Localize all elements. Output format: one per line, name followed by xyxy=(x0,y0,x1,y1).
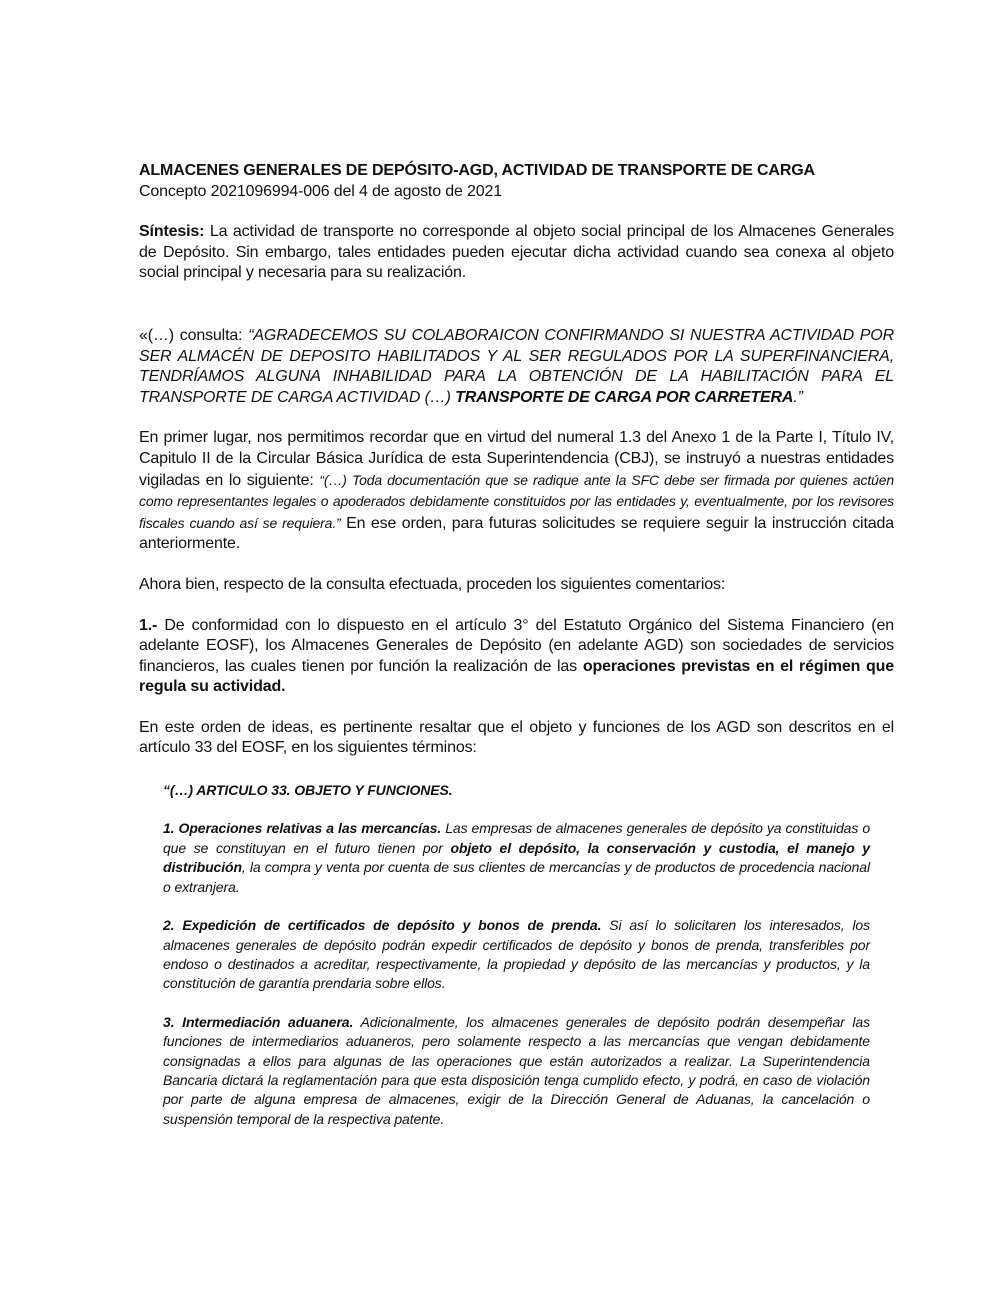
article-item-2-label: 2. Expedición de certificados de depósito y bonos de prenda. xyxy=(163,917,602,934)
article-item-3-label: 3. Intermediación aduanera. xyxy=(163,1013,354,1030)
sintesis-label: Síntesis: xyxy=(139,223,205,241)
document-title: ALMACENES GENERALES DE DEPÓSITO-AGD, ACTIVIDAD DE TRANSPORTE DE CARGA xyxy=(139,162,815,179)
article-item-2: 2. Expedición de certificados de depósito y bonos de prenda. Si así lo solicitaren los interesados, los almacenes generales de depósito podrán expedir certificados de depósito y bonos de prenda, transferibles por endoso o destinados a acreditar, respectivamente, la propiedad y depósito de las mercancías y productos, y la constitución de garantía prendaria sobre ellos. xyxy=(163,917,870,992)
consulta-quote-end: .” xyxy=(793,388,803,406)
article-item-1-bold: objeto el depósito, la conservación y custodia, el manejo y distribución xyxy=(163,839,870,876)
orden-ideas-paragraph: En este orden de ideas, es pertinente resaltar que el objeto y funciones de los AGD son descritos en el artículo 33 del EOSF, en los siguientes términos: xyxy=(139,718,894,757)
article-heading: “(…) ARTICULO 33. OBJETO Y FUNCIONES. xyxy=(163,782,453,799)
article-33-quote xyxy=(163,781,870,1129)
sintesis-paragraph xyxy=(139,222,894,284)
consulta-lead: «(…) consulta: xyxy=(139,326,249,344)
article-item-1: 1. Operaciones relativas a las mercancías. Las empresas de almacenes generales de depósito ya constituidas o que se constituyan en el futuro tienen por objeto el depósito, la conservación y custodia, el manejo y distribución, la compra y venta por cuenta de sus clientes de mercancías y de productos de procedencia nacional o extranjera. xyxy=(163,820,870,895)
punto-1-label: 1.- xyxy=(139,616,158,634)
ahora-bien-paragraph: Ahora bien, respecto de la consulta efectuada, proceden los siguientes comentarios: xyxy=(139,575,726,593)
consulta-quote-bold: TRANSPORTE DE CARGA POR CARRETERA xyxy=(455,388,794,406)
sintesis-text: La actividad de transporte no corresponde al objeto social principal de los Almacenes Generales de Depósito. Sin embargo, tales entidades pueden ejecutar dicha actividad cuando sea conexa al objeto social principal y necesaria para su realización. xyxy=(139,223,894,282)
punto-1-bold: operaciones previstas en el régimen que regula su actividad. xyxy=(139,657,894,696)
punto-1-text: De conformidad con lo dispuesto en el artículo 3° del Estatuto Orgánico del Sistema Financiero (en adelante EOSF), los Almacenes Generales de Depósito (en adelante AGD) son sociedades de servicios financieros, las cuales tienen por función la realización de las xyxy=(139,616,894,675)
primer-lugar-quote: “(…) Toda documentación que se radique ante la SFC debe ser firmada por quienes actúen como representantes legales o apoderados debidamente constituidos por las entidades y, eventualmente, por los revisores fiscales cuando así se requiera.” xyxy=(139,471,894,531)
punto-1-paragraph xyxy=(139,616,894,698)
document-page xyxy=(139,161,894,1129)
consulta-quote: “AGRADECEMOS SU COLABORAICON CONFIRMANDO SI NUESTRA ACTIVIDAD POR SER ALMACÉN DE DEPOSITO HABILITADOS Y AL SER REGULADOS POR LA SUPERFINANCIERA, TENDRÍAMOS ALGUNA INHABILIDAD PARA LA OBTENCIÓN DE LA HABILITACIÓN PARA EL TRANSPORTE DE CARGA ACTIVIDAD (…) xyxy=(139,326,894,406)
concept-reference: Concepto 2021096994-006 del 4 de agosto de 2021 xyxy=(139,182,503,200)
primer-lugar-paragraph xyxy=(139,428,894,555)
article-item-3: 3. Intermediación aduanera. Adicionalmente, los almacenes generales de depósito podrán desempeñar las funciones de intermediarios aduaneros, pero solamente respecto a las mercancías que vengan debidamente consignadas a ellos para algunas de las operaciones que están autorizados a realizar. La Superintendencia Bancaria dictará la reglamentación para que esta disposición tenga cumplido efecto, y podrá, en caso de violación por parte de alguna empresa de almacenes, exigir de la Dirección General de Aduanas, la cancelación o suspensión temporal de la respectiva patente. xyxy=(163,1013,870,1127)
consulta-paragraph xyxy=(139,326,894,408)
primer-lugar-text: En primer lugar, nos permitimos recordar que en virtud del numeral 1.3 del Anexo 1 de la Parte I, Título IV, Capitulo II de la Circular Básica Jurídica de esta Superintendencia (CBJ), se instruyó a nuestras entidades vigiladas en lo siguiente: xyxy=(139,429,894,489)
article-item-1-label: 1. Operaciones relativas a las mercancías. xyxy=(163,820,442,837)
primer-lugar-tail: En ese orden, para futuras solicitudes se requiere seguir la instrucción citada anteriormente. xyxy=(139,514,894,553)
